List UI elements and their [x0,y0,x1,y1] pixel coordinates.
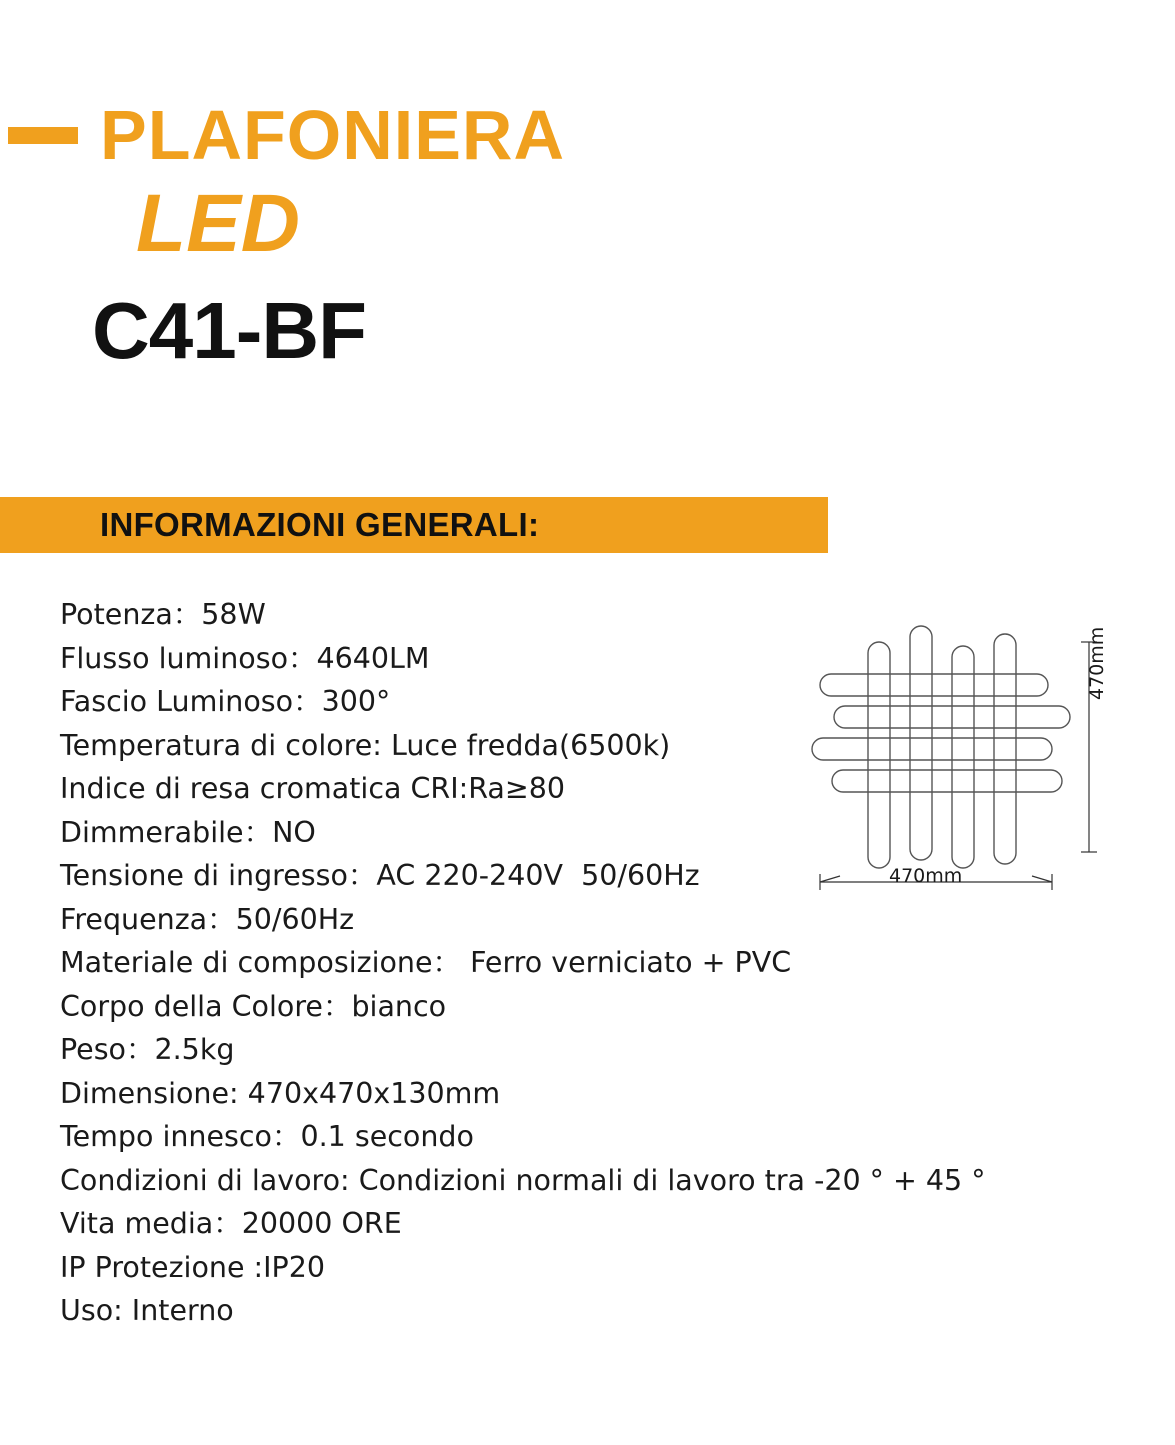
spec-item: Vita media：20000 ORE [60,1207,402,1240]
product-subtitle: LED [136,178,300,269]
section-title: INFORMAZIONI GENERALI: [100,506,540,543]
spec-item: Dimensione: 470x470x130mm [60,1076,501,1110]
product-title: PLAFONIERA [100,96,565,174]
product-header [0,95,1175,375]
spec-item: Condizioni di lavoro: Condizioni normali di lavoro tra -20 ° + 45 ° [60,1163,986,1197]
dimension-width-label: 470mm [889,865,963,887]
spec-item: Corpo della Colore：bianco [60,989,447,1023]
spec-item: Fascio Luminoso：300° [60,685,391,718]
spec-item: Potenza：58W [60,598,266,631]
product-model: C41-BF [92,286,367,375]
spec-item: Dimmerabile：NO [60,815,316,849]
spec-item: Tempo innesco：0.1 secondo [60,1120,474,1153]
lamp-diagram-icon [806,620,1126,910]
product-line-drawing [806,620,1126,910]
spec-item: Tensione di ingresso：AC 220-240V 50/60Hz [60,859,700,892]
spec-item: IP Protezione :IP20 [60,1250,326,1284]
spec-item: Peso：2.5kg [60,1033,235,1066]
dimension-height-label: 470mm [1086,626,1108,700]
spec-item: Frequenza：50/60Hz [60,902,355,936]
spec-item: Flusso luminoso：4640LM [60,641,430,675]
spec-item: Indice di resa cromatica CRI:Ra≥80 [60,772,566,805]
product-title-row [0,95,1175,175]
spec-item: Uso: Interno [60,1294,234,1327]
general-information-bar [0,497,828,553]
spec-item: Materiale di composizione： Ferro verniciato + PVC [60,946,792,979]
spec-item: Temperatura di colore: Luce fredda(6500k) [60,728,671,762]
accent-dash-icon [8,127,78,144]
